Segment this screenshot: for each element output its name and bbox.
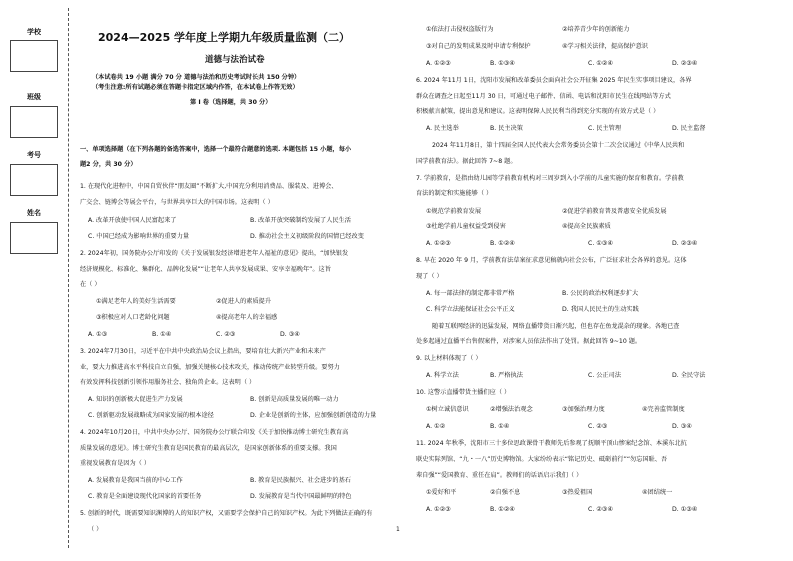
right-column-line: ①规范学前教育发展 <box>426 207 482 215</box>
school-label: 学校 <box>27 28 41 36</box>
left-column-line: 题2 分，共 30 分） <box>80 160 137 168</box>
left-column-line: B. 创新是高质量发展的唯一动力 <box>250 396 339 404</box>
binding-sidebar <box>0 0 66 561</box>
right-column-line: D. ②③④ <box>672 240 698 248</box>
right-column-line: C. ①③④ <box>588 240 613 248</box>
right-column-line: 育法的制定和实施能够（ ） <box>416 190 493 198</box>
left-column-line: A. 发展教育是我国当前的中心工作 <box>88 477 183 485</box>
left-column-line: C. 创新驱动发展战略成为国家发展的根本途径 <box>88 412 214 419</box>
right-column-line: ②自强不息 <box>490 488 521 496</box>
right-column-line: A. ①②③ <box>426 505 451 513</box>
right-column-line: 7. 学前教育，是指由幼儿园等学前教育机构对三周岁到入小学前的儿童实施的保育和教育。学前教 <box>416 174 684 182</box>
right-column-line: ③对自己的发明成果及时申请专利保护 <box>426 42 531 50</box>
right-column-line: D. ①③④ <box>672 505 698 513</box>
left-column-line: B. ①④ <box>152 331 172 339</box>
class-label: 班级 <box>27 93 41 101</box>
right-column-line: ③加强治理力度 <box>562 406 605 414</box>
binding-line <box>68 8 69 548</box>
left-column-line: 广交会、链博会等展会平台，与世界共享巨大的中国市场。这表明（ ） <box>80 199 274 206</box>
left-column-line: 重视发展教育是因为（ ） <box>80 460 151 468</box>
right-column-line: ③热爱祖国 <box>562 488 593 496</box>
left-column-line: 3. 2024年7月30日，习近平在中共中央政治局会议上指出，要培育壮大新兴产业和未来产 <box>80 348 326 356</box>
right-column-line: B. 民主决策 <box>490 125 523 133</box>
right-column-line: ④完善监管制度 <box>642 406 685 414</box>
right-column-line: ④学习相关法律，提高保护意识 <box>562 42 648 50</box>
left-column-line: 业，要大力推进高水平科技自立自强，加强关键核心技术攻关，推动传统产业转型升级。要努力 <box>80 363 340 371</box>
exam-title: 2024—2025 学年度上学期九年级质量监测（二） <box>98 31 351 44</box>
left-column-line: 经济规模化、标准化、集群化、品牌化发展”“让老年人共享发展成果、安享幸福晚年”。这旨 <box>80 265 331 273</box>
left-column-line: ③积极应对人口老龄化问题 <box>96 314 170 322</box>
right-column-line: ②增强法治观念 <box>490 406 533 414</box>
right-column-line: C. 公正司法 <box>588 372 622 380</box>
left-column-line: D. 发展教育是当代中国最鲜明的特色 <box>250 492 352 500</box>
right-column-line: D. ②③④ <box>672 59 698 67</box>
right-column-line: ②促进学前教育普及普惠安全优质发展 <box>562 207 667 215</box>
left-column-line: D. 企业是创新的主体，应加强创新创造的力量 <box>250 412 377 419</box>
right-column-line: C. 民主管理 <box>588 125 622 133</box>
right-column-line: D. ③④ <box>672 423 692 431</box>
right-column-line: 辈自强”“爱国教育、重任在肩”。教师们的话语启示我们（ ） <box>416 471 583 479</box>
left-column-line: ④提高老年人的幸福感 <box>216 314 278 322</box>
right-column-line: 联史实际列馆、“九・一八”历史博物馆。大家纷纷表示“铭记历史、砥砺前行”“勿忘国耻、吾 <box>416 456 668 464</box>
right-column-line: ②培养青少年的创新能力 <box>562 25 630 33</box>
exam-number-label: 考号 <box>27 151 41 159</box>
right-column-line: B. ①④ <box>490 423 510 431</box>
left-column-line: ①满足老年人的美好生活需要 <box>96 298 176 306</box>
right-column-line: 处多起通过直播平台售假案件，对涉案人员依法作出了处罚。据此回答 9~10 题。 <box>416 338 642 346</box>
left-column-line: A. 改革开放使中国人民富起来了 <box>88 217 177 225</box>
right-column-line: 随着互联网经济的迅猛发展，网络直播带货日渐兴起，但也存在鱼龙混杂的现象。各地已查 <box>432 322 680 330</box>
right-column-line: 9. 以上材料体现了（ ） <box>416 355 482 363</box>
left-column-line: A. ①③ <box>88 331 108 339</box>
right-column-line: A. ①② <box>426 423 446 431</box>
right-column-line: 国学前教育法》。据此回答 7~8 题。 <box>416 157 517 165</box>
exam-note-2: （考生注意:所有试题必须在答题卡指定区域内作答，在本试卷上作答无效） <box>92 84 299 91</box>
right-column-line: B. 公民的政治权利逐步扩大 <box>562 289 639 297</box>
left-column-line: 1. 在现代化进程中，中国自贸伙伴“朋友圈”不断扩大,中国充分利用消费品、服装及、进博会、 <box>80 183 338 191</box>
left-column-line: B. 教育是民族振兴、社会进步的基石 <box>250 477 351 485</box>
right-column-line: ①依法打击侵权盗版行为 <box>426 25 494 33</box>
right-column-line: C. ②③④ <box>588 505 613 513</box>
exam-number-field[interactable] <box>10 164 58 196</box>
right-column-line: C. 科学立法能保证社会公平正义 <box>426 305 515 313</box>
right-column-line: ④团结统一 <box>642 488 673 496</box>
right-column-line: A. ①②③ <box>426 59 451 67</box>
right-column-line: D. 民主监督 <box>672 125 706 133</box>
left-column-line: 一、单项选择题（在下列各题的备选答案中，选择一个最符合题意的选项. 本题包括 15 小题，每小 <box>80 146 352 154</box>
exam-note-1: （本试卷共 19 小题 满分 70 分 道德与法治和历史考试时长共 150 分钟） <box>92 74 301 81</box>
right-column-line: B. ①③④ <box>490 59 515 67</box>
right-column-line: A. 科学立法 <box>426 372 459 380</box>
left-column-line: B. 改革开放突破制约发展了人民生活 <box>250 217 351 225</box>
right-column-line: ③杜绝学前儿童权益受到侵害 <box>426 223 506 231</box>
right-column-line: 10. 这警示直播带货主播们应（ ） <box>416 389 511 397</box>
right-column-line: C. ①②④ <box>588 59 613 67</box>
right-column-line: D. 我国人民民主的生动实践 <box>562 305 639 313</box>
right-column-line: ①爱好和平 <box>426 488 457 496</box>
right-column-line: D. 全民守法 <box>672 372 706 380</box>
name-label: 姓名 <box>27 209 41 217</box>
right-column-line: 积极献言献策，提出意见和建议。这表明保障人民民利当得到充分实现的有效方式是（ ） <box>416 108 660 116</box>
left-column-line: 质量发展的意见》。博士研究生教育是国民教育的最高层次，是国家创新体系的重要支撑。我国 <box>80 444 337 452</box>
left-column-line: C. 中国已经成为影响世界的重要力量 <box>88 233 190 241</box>
left-column-line: A. 知识的创新极大促进生产力发展 <box>88 396 183 404</box>
left-column-line: 2. 2024年初，国务院办公厅印发的《关于发展银发经济增进老年人福祉的意见》提出，“加快银发 <box>80 250 349 258</box>
right-column-line: A. 民主选举 <box>426 125 459 133</box>
left-column-line: 5. 创新的时代，既需要知识渊博的人的知识产权，又需要学会保护自己的知识产权。为此下列做法正确的有 <box>80 509 373 517</box>
subject-title: 道德与法治试卷 <box>205 55 265 65</box>
right-column-line: 现了（ ） <box>416 272 443 280</box>
right-column-line: 11. 2024 年秋季，沈阳市三十多位思政课骨干教师先后参观了抚顺平顶山惨案纪念馆、本溪东北抗 <box>416 440 687 448</box>
name-field[interactable] <box>10 222 58 254</box>
part-heading: 第 I 卷（选择题，共 30 分） <box>190 99 272 106</box>
right-column-line: ①树立诚信意识 <box>426 406 469 414</box>
right-column-line: B. ①②④ <box>490 240 515 248</box>
right-column-line: 6. 2024 年11月 1日，沈阳市发展和改革委员会面向社会公开征集 2025 年民生实事项目建议，各界 <box>416 76 692 84</box>
school-field[interactable] <box>10 40 58 72</box>
left-column-line: C. 教育是全面建设现代化国家的首要任务 <box>88 492 202 500</box>
right-column-line: ④提高全民族素质 <box>562 223 611 231</box>
right-column-line: 2024 年11月8日，第十四届全国人民代表大会常务委员会第十二次会议通过《中华人民共和 <box>432 142 685 150</box>
right-column-line: B. 严格执法 <box>490 372 523 380</box>
left-column-line: 有效发挥科技创新引领作用服务社会、独角兽企业。这表明（ ） <box>80 379 256 387</box>
left-column-line: 在（ ） <box>80 281 101 289</box>
right-column-line: A. 每一部法律的制定都非常严格 <box>426 289 515 297</box>
right-column-line: 8. 早在 2020 年 9 月，学前教育法草案征求意见稿就向社会公布，广泛征求社会各界的意见。这体 <box>416 257 687 265</box>
class-field[interactable] <box>10 106 58 138</box>
right-column-line: 群众在调查之日起至11月 30 日，可通过电子邮件、信函、电话和沈阳市民生在线网站等方式 <box>416 92 671 100</box>
left-column-line: （ ） <box>88 525 103 533</box>
right-column-line: B. ①②④ <box>490 505 515 513</box>
left-column-line: D. ③④ <box>280 331 300 339</box>
page-number: 1 <box>396 526 400 533</box>
left-column-line: 4. 2024年10月20日，中共中央办公厅、国务院办公厅联合印发《关于加快推动博士研究生教育高 <box>80 429 349 437</box>
right-column-line: A. ①②③ <box>426 240 451 248</box>
left-column-line: ②促进人的素质提升 <box>216 298 272 306</box>
right-column-line: C. ②③ <box>588 423 608 431</box>
left-column-line: C. ②③ <box>216 331 236 339</box>
left-column-line: D. 推动社会主义初级阶段的国情已经改变 <box>250 233 364 241</box>
